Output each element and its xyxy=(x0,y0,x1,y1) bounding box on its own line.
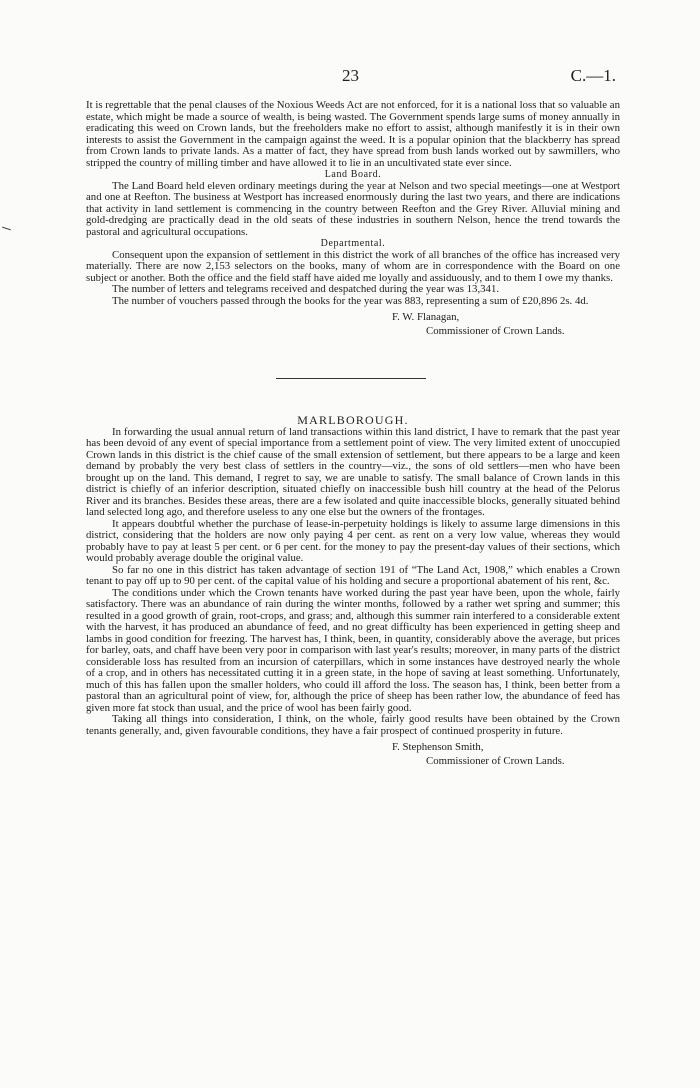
marlborough-paragraph-4: The conditions under which the Crown tenants have worked during the past year have been, upon the whole, fairly satisfactory. There was an abundance of rain during the winter months, followed by a rather wet spring and summer; this resulted in a good growth of grain, root-crops, and grass; and, although this summer rain interfered to a considerable extent with the harvest, it has produced an abundance of feed, and no great difficulty has been experienced in getting sheep and lambs in good condition for freezing. The harvest has, I think, been, in quantity, considerably above the average, but prices for barley, oats, and chaff have been very poor in comparison with last year's results; moreover, in many parts of the district considerable loss has resulted from an incursion of caterpillars, which in some instances have destroyed nearly the whole of a crop, and in others has necessitated cutting it in a green state, in the hope of saving at least something. Unfortunately, much of this has fallen upon the smaller holders, who could ill afford the loss. The season has, I think, been better from a pastoral than an agricultural point of view, for, although the price of sheep has been rather low, the abundance of feed has given more fat stock than usual, and the price of wool has been fairly good. xyxy=(86,586,620,714)
signature-title: Commissioner of Crown Lands. xyxy=(426,325,565,337)
signature-title: Commissioner of Crown Lands. xyxy=(426,755,565,767)
land-board-paragraph: The Land Board held eleven ordinary meetings during the year at Nelson and two special meetings—one at Westport and one at Reefton. The business at Westport has increased enormously during the last two years, and there are indications that activity in land settlement is commencing in the country between Reefton and the Grey River. Alluvial mining and gold-dredging are practically dead in the old seats of these industries in southern Nelson, hence the trend towards the pastoral and agricultural occupations. xyxy=(86,179,620,238)
departmental-paragraph-2: The number of letters and telegrams received and despatched during the year was 13,341. xyxy=(112,283,500,295)
marlborough-paragraph-2: It appears doubtful whether the purchase of lease-in-perpetuity holdings is likely to assume large dimensions in this district, considering that the holders are now only paying 4 per cent. as rent on a very low value, whereas they would probably have to pay at least 5 per cent. or 6 per cent. for the money to pay the present-day values of their sections, which would probably average double the original value. xyxy=(86,517,620,564)
intro-paragraph: It is regrettable that the penal clauses of the Noxious Weeds Act are not enforced, for it is a national loss that so valuable an estate, which might be made a source of wealth, is being wasted. The Government spends large sums of money annually in eradicating this weed on Crown lands, but the freeholders make no effort to assist, although manifestly it is in their own interests to assist the Government in the campaign against the weed. It is a popular opinion that the blackberry has spread from Crown lands to private lands. As a matter of fact, they have spread from bush lands worked out by sawmillers, who stripped the country of milling timber and have allowed it to lie in an uncultivated state ever since. xyxy=(86,99,620,169)
land-board-heading: Land Board. xyxy=(324,169,382,180)
marlborough-paragraph-5: Taking all things into consideration, I think, on the whole, fairly good results have been obtained by the Crown tenants generally, and, given favourable conditions, they have a fair prospect of continued prosperity in future. xyxy=(86,713,620,737)
departmental-paragraph-1: Consequent upon the expansion of settlement in this district the work of all branches of the office has increased very materially. There are now 2,153 selectors on the books, many of whom are in correspondence with the Board on one subject or another. Both the office and the field staff have aided me loyally and assiduously, and to them I owe my thanks. xyxy=(86,248,620,284)
page-header xyxy=(0,66,700,90)
departmental-heading: Departmental. xyxy=(320,238,386,249)
marlborough-paragraph-1: In forwarding the usual annual return of land transactions within this land district, I have to remark that the past year has been devoid of any event of special importance from a settlement point of view. The very limited extent of unoccupied Crown lands in this district is the chief cause of the small extension of settlement, but there appears to be a large and keen demand by probably the very best class of settlers in the country—viz., the sons of old settlers—men who have been brought up on the land. This demand, I regret to say, we are unable to satisfy. The small balance of Crown lands in this district is chiefly of an inferior description, situated chiefly on inaccessible bush hill country at the head of the Pelorus River and its branches. Besides these areas, there are a few isolated and quite inaccessible blocks, generally situated behind land selected long ago, and therefore useless to any one else but the owners of the frontages. xyxy=(86,425,620,518)
signature-name: F. Stephenson Smith, xyxy=(392,741,484,753)
nelson-signature xyxy=(86,310,620,338)
marlborough-heading: MARLBOROUGH. xyxy=(297,413,409,427)
departmental-paragraph-3: The number of vouchers passed through the books for the year was 883, representing a sum of £20,896 2s. 4d. xyxy=(112,294,589,307)
marlborough-paragraph-3: So far no one in this district has taken advantage of section 191 of “The Land Act, 1908,” which enables a Crown tenant to pay off up to 90 per cent. of the capital value of his holding and secure a proportional abatement of his rent, &c. xyxy=(86,563,620,587)
page-body xyxy=(86,100,620,768)
page-number: 23 xyxy=(342,66,359,85)
marlborough-signature xyxy=(86,740,620,768)
series-code: C.—1. xyxy=(570,66,616,85)
signature-name: F. W. Flanagan, xyxy=(392,311,460,323)
divider-rule xyxy=(276,378,426,379)
margin-mark xyxy=(2,227,11,231)
section-divider xyxy=(86,378,620,379)
